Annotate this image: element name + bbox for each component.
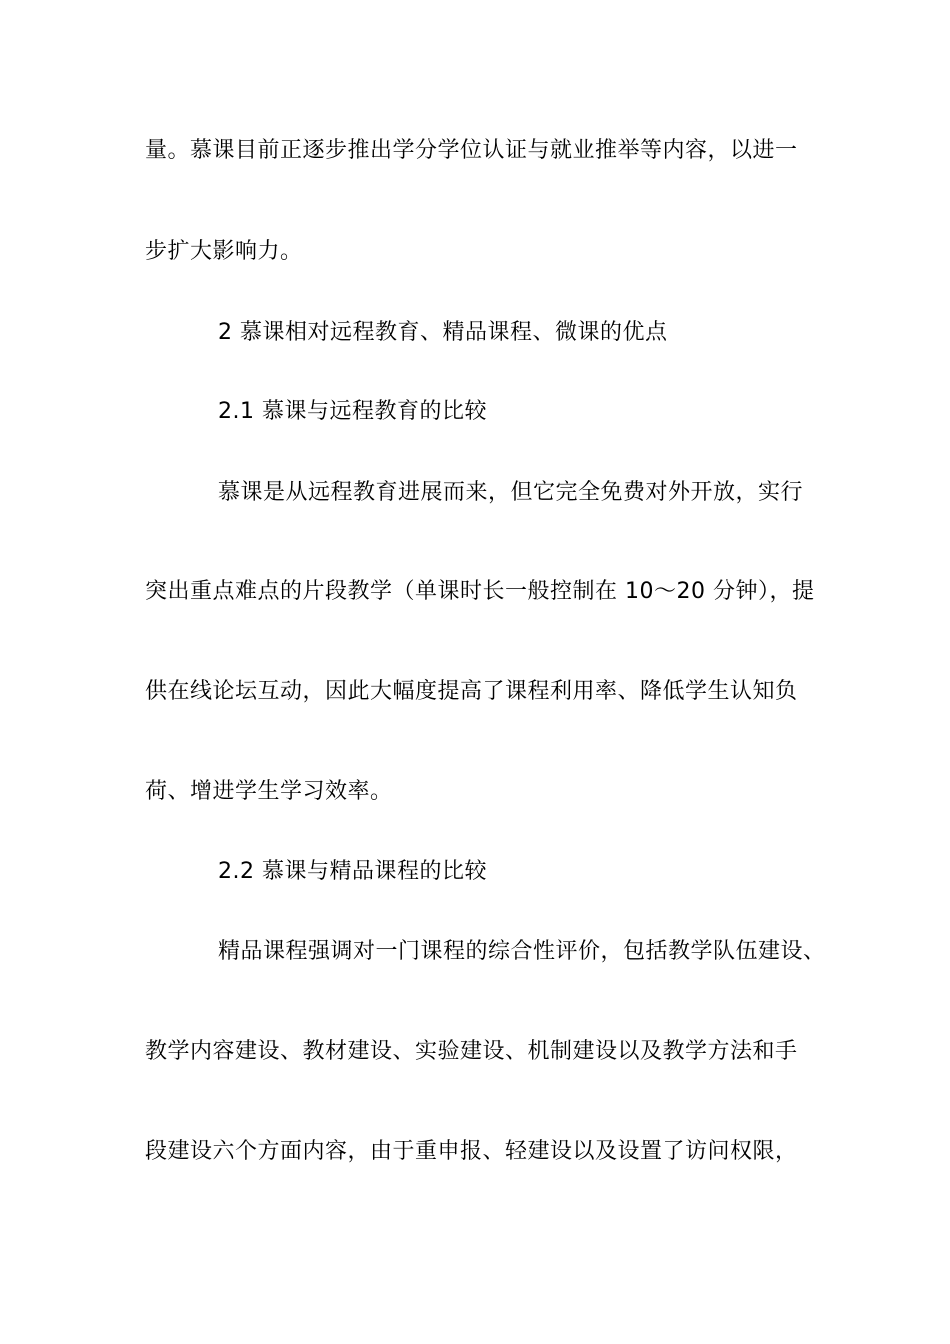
subsection-heading: 2.1 慕课与远程教育的比较 xyxy=(218,399,487,424)
paragraph-line: 精品课程强调对一门课程的综合性评价，包括教学队伍建设、 xyxy=(218,939,826,964)
subsection-heading: 2.2 慕课与精品课程的比较 xyxy=(218,859,487,884)
paragraph-line: 量。慕课目前正逐步推出学分学位认证与就业推举等内容，以进一 xyxy=(145,138,798,163)
paragraph-line: 突出重点难点的片段教学（单课时长一般控制在 10～20 分钟），提 xyxy=(145,579,815,604)
paragraph-line: 教学内容建设、教材建设、实验建设、机制建设以及教学方法和手 xyxy=(145,1039,798,1064)
paragraph-line: 供在线论坛互动，因此大幅度提高了课程利用率、降低学生认知负 xyxy=(145,679,798,704)
paragraph-line: 步扩大影响力。 xyxy=(145,239,303,264)
section-heading: 2 慕课相对远程教育、精品课程、微课的优点 xyxy=(218,320,668,345)
paragraph-line: 荷、增进学生学习效率。 xyxy=(145,779,393,804)
paragraph-line: 段建设六个方面内容，由于重申报、轻建设以及设置了访问权限， xyxy=(145,1139,798,1164)
paragraph-line: 慕课是从远程教育进展而来，但它完全免费对外开放，实行 xyxy=(218,480,804,505)
